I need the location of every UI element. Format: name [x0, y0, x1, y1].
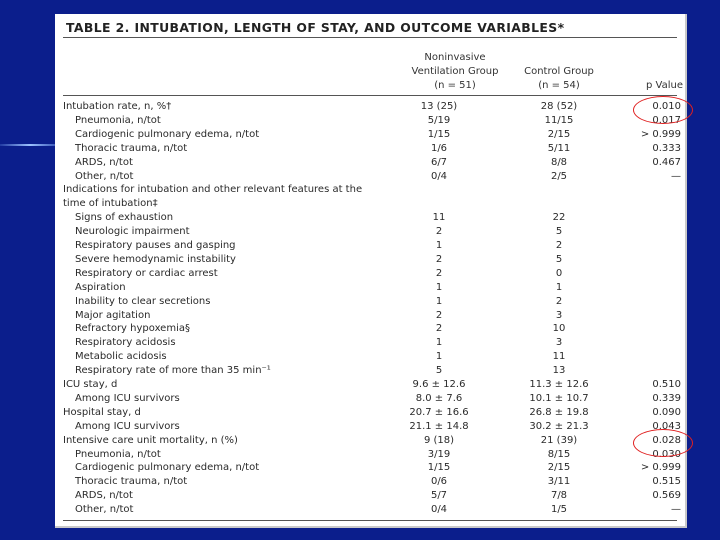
- bottom-rule: [63, 520, 677, 521]
- row-label: Cardiogenic pulmonary edema, n/tot: [75, 462, 260, 474]
- cell-niv: 8.0 ± 7.6: [415, 392, 463, 404]
- table-row: [55, 392, 685, 405]
- row-label: Hospital stay, d: [63, 406, 141, 418]
- cell-niv: 11: [432, 212, 446, 224]
- cell-niv: 2: [435, 267, 443, 279]
- table-row: [55, 322, 685, 335]
- row-label: Inability to clear secretions: [75, 295, 211, 307]
- table-row: [55, 100, 685, 113]
- cell-p-value: 0.017: [652, 114, 681, 126]
- row-label: Respiratory or cardiac arrest: [75, 267, 218, 279]
- cell-niv: 0/6: [430, 476, 448, 488]
- cell-niv: 1: [435, 351, 443, 363]
- cell-niv: 5/7: [430, 490, 448, 502]
- cell-niv: 1: [435, 281, 443, 293]
- cell-control: 2: [555, 240, 563, 251]
- cell-niv: 1/6: [430, 142, 448, 154]
- table-row: [55, 267, 685, 280]
- table-row: [55, 170, 685, 183]
- cell-niv: 20.7 ± 16.6: [409, 406, 469, 418]
- table-row: [55, 364, 685, 377]
- highlight-circle-mortality-p: [633, 429, 693, 457]
- row-label: Metabolic acidosis: [75, 351, 167, 363]
- header-rule: [63, 95, 677, 96]
- cell-control: 2: [555, 295, 563, 307]
- row-label: Refractory hypoxemia§: [75, 323, 190, 335]
- cell-p-value: 0.515: [652, 476, 681, 488]
- cell-control: 11.3 ± 12.6: [529, 379, 589, 390]
- row-label: Thoracic trauma, n/tot: [75, 142, 188, 154]
- cell-control: 10.1 ± 10.7: [529, 392, 589, 404]
- cell-p-value: 0.467: [652, 156, 681, 168]
- row-label: Among ICU survivors: [75, 392, 180, 404]
- row-label: Neurologic impairment: [75, 226, 190, 238]
- cell-control: 0: [555, 267, 563, 279]
- cell-p-value: 0.569: [652, 490, 681, 502]
- row-label: Pneumonia, n/tot: [75, 448, 161, 460]
- cell-control: 3: [555, 337, 563, 349]
- cell-p-value: 0.510: [652, 379, 681, 390]
- cell-p-value: 0.030: [652, 448, 681, 460]
- cell-control: 7/8: [550, 490, 568, 502]
- cell-niv: 3/19: [427, 448, 451, 460]
- row-label: Among ICU survivors: [75, 420, 180, 432]
- table-row: [55, 475, 685, 488]
- cell-p-value: 0.028: [652, 434, 681, 446]
- cell-control: 30.2 ± 21.3: [529, 420, 589, 432]
- cell-niv: 1: [435, 337, 443, 349]
- table-row: [55, 489, 685, 502]
- cell-p-value: 0.333: [652, 142, 681, 154]
- table-row: [55, 309, 685, 322]
- header-niv-line1: Noninvasive: [424, 52, 486, 63]
- row-label: Other, n/tot: [75, 170, 134, 182]
- table-row: [55, 420, 685, 433]
- row-label: time of intubation‡: [63, 198, 158, 210]
- cell-niv: 2: [435, 323, 443, 335]
- table-row: [55, 183, 685, 196]
- cell-niv: 6/7: [430, 156, 448, 168]
- row-label: Respiratory acidosis: [75, 337, 176, 349]
- row-label: Other, n/tot: [75, 504, 134, 516]
- cell-control: 5: [555, 253, 563, 265]
- decorative-line: [0, 144, 60, 146]
- cell-p-value: > 0.999: [640, 128, 681, 140]
- cell-control: 3/11: [547, 476, 571, 488]
- cell-niv: 21.1 ± 14.8: [409, 420, 469, 432]
- row-label: Pneumonia, n/tot: [75, 114, 161, 126]
- header-niv-n: (n = 51): [434, 80, 476, 91]
- cell-niv: 1: [435, 295, 443, 307]
- row-label: Major agitation: [75, 309, 151, 321]
- table-row: [55, 211, 685, 224]
- cell-niv: 2: [435, 309, 443, 321]
- table-document: [55, 14, 687, 528]
- row-label: Severe hemodynamic instability: [75, 253, 236, 265]
- cell-niv: 0/4: [430, 170, 448, 182]
- table-row: [55, 434, 685, 447]
- row-label: ICU stay, d: [63, 379, 118, 390]
- row-label: Thoracic trauma, n/tot: [75, 476, 188, 488]
- table-row: [55, 114, 685, 127]
- cell-niv: 9 (18): [423, 434, 455, 446]
- table-row: [55, 503, 685, 516]
- table-row: [55, 128, 685, 141]
- row-label: Cardiogenic pulmonary edema, n/tot: [75, 128, 260, 140]
- cell-control: 3: [555, 309, 563, 321]
- cell-niv: 5: [435, 365, 443, 377]
- cell-control: 11/15: [544, 114, 574, 126]
- cell-control: 13: [552, 365, 566, 377]
- cell-control: 28 (52): [540, 101, 578, 112]
- cell-p-value: > 0.999: [640, 462, 681, 474]
- table-row: [55, 350, 685, 363]
- cell-niv: 13 (25): [420, 101, 458, 112]
- cell-p-value: —: [671, 504, 681, 516]
- table-title: TABLE 2. INTUBATION, LENGTH OF STAY, AND OUTCOME VARIABLES*: [66, 20, 565, 35]
- table-row: [55, 461, 685, 474]
- cell-control: 2/15: [547, 462, 571, 474]
- cell-control: 2/15: [547, 128, 571, 140]
- cell-control: 1/5: [550, 504, 568, 516]
- table-row: [55, 253, 685, 266]
- cell-p-value: 0.043: [652, 420, 681, 432]
- cell-niv: 5/19: [427, 114, 451, 126]
- header-control-group: [507, 65, 611, 93]
- header-p-value: p Value: [646, 80, 683, 91]
- cell-control: 22: [552, 212, 566, 224]
- cell-control: 11: [552, 351, 566, 363]
- cell-control: 10: [552, 323, 566, 335]
- cell-control: 8/8: [550, 156, 568, 168]
- cell-p-value: 0.090: [652, 406, 681, 418]
- row-label: Respiratory rate of more than 35 min⁻¹: [75, 365, 271, 377]
- row-label: Respiratory pauses and gasping: [75, 240, 236, 251]
- header-ctrl-line1: Control Group: [524, 66, 594, 77]
- cell-p-value: —: [671, 170, 681, 182]
- row-label: Aspiration: [75, 281, 126, 293]
- cell-control: 8/15: [547, 448, 571, 460]
- cell-p-value: 0.339: [652, 392, 681, 404]
- cell-p-value: 0.010: [652, 101, 681, 112]
- cell-niv: 2: [435, 226, 443, 238]
- table-row: [55, 448, 685, 461]
- row-label: ARDS, n/tot: [75, 490, 133, 502]
- row-label: ARDS, n/tot: [75, 156, 133, 168]
- cell-niv: 1/15: [427, 128, 451, 140]
- row-label: Intubation rate, n, %†: [63, 101, 172, 112]
- table-row: [55, 336, 685, 349]
- header-niv-line2: Ventilation Group: [411, 66, 499, 77]
- table-row: [55, 281, 685, 294]
- row-label: Indications for intubation and other relevant features at the: [63, 184, 363, 196]
- row-label: Signs of exhaustion: [75, 212, 174, 224]
- cell-niv: 1/15: [427, 462, 451, 474]
- cell-control: 26.8 ± 19.8: [529, 406, 589, 418]
- header-niv-group: [387, 51, 523, 93]
- title-rule: [63, 37, 677, 38]
- table-row: [55, 197, 685, 210]
- cell-niv: 2: [435, 253, 443, 265]
- cell-niv: 0/4: [430, 504, 448, 516]
- table-row: [55, 156, 685, 169]
- table-row: [55, 378, 685, 391]
- cell-control: 2/5: [550, 170, 568, 182]
- table-row: [55, 406, 685, 419]
- cell-control: 5/11: [547, 142, 571, 154]
- cell-control: 21 (39): [540, 434, 578, 446]
- cell-control: 5: [555, 226, 563, 238]
- cell-niv: 9.6 ± 12.6: [412, 379, 466, 390]
- header-ctrl-n: (n = 54): [538, 80, 580, 91]
- table-row: [55, 239, 685, 252]
- highlight-circle-intubation-p: [633, 96, 693, 124]
- table-row: [55, 295, 685, 308]
- table-row: [55, 142, 685, 155]
- cell-niv: 1: [435, 240, 443, 251]
- cell-control: 1: [555, 281, 563, 293]
- table-row: [55, 225, 685, 238]
- row-label: Intensive care unit mortality, n (%): [63, 434, 238, 446]
